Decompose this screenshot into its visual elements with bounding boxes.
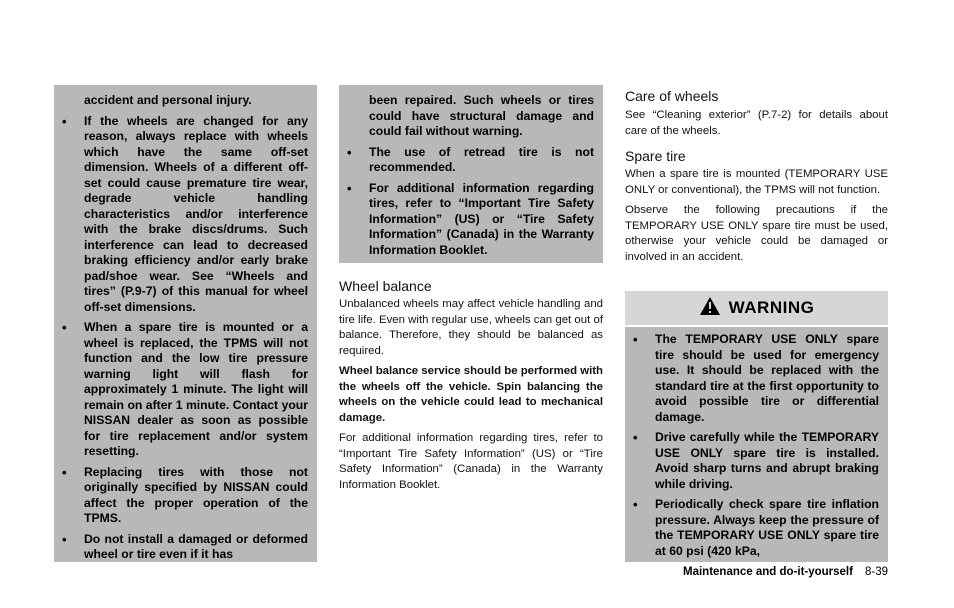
continued-text: accident and personal injury. xyxy=(84,93,252,107)
warning-continuation-box-col2 xyxy=(339,85,603,263)
list-item: • If the wheels are changed for any reason, always replace with wheels which have the same off-set dimension. Wheels of a different off-set could cause premature tire wear, degrade vehicle handling characteristics and/or interference with the brake discs/drums. Such interference can lead to decreased braking efficiency and/or early brake pad/shoe wear. See “Wheels and tires” (P.9-7) of this manual for wheel off-set dimensions. xyxy=(54,114,308,316)
list-item: • Do not install a damaged or deformed wheel or tire even if it has xyxy=(54,532,308,563)
list-item: • When a spare tire is mounted or a wheel is replaced, the TPMS will not function and the low tire pressure warning light will flash for approximately 1 minute. The light will remain on after 1 minute. Contact your NISSAN dealer as soon as possible for tire replacement and/or system resetting. xyxy=(54,320,308,460)
footer-section-title: Maintenance and do-it-yourself xyxy=(683,566,853,578)
paragraph-bold: Wheel balance service should be performed with the wheels off the vehicle. Spin balancing the wheels on the vehicle could lead to mechanical damage. xyxy=(339,365,603,424)
section-heading: Spare tire xyxy=(625,148,686,164)
list-item: • Periodically check spare tire inflation pressure. Always keep the pressure of the TEMPORARY USE ONLY spare tire at 60 psi (420 kPa, xyxy=(625,497,879,559)
list-item: • Drive carefully while the TEMPORARY USE ONLY spare tire is installed. Avoid sharp turns and abrupt braking while driving. xyxy=(625,430,879,492)
list-item: • Replacing tires with those not originally specified by NISSAN could affect the proper operation of the TPMS. xyxy=(54,465,308,527)
warning-box xyxy=(625,291,888,562)
warning-triangle-icon xyxy=(699,296,721,321)
warning-bullet-list xyxy=(54,114,308,563)
section-heading: Wheel balance xyxy=(339,278,432,294)
wheel-balance-section xyxy=(339,278,603,493)
care-of-wheels-section xyxy=(625,88,888,265)
paragraph: For additional information regarding tires, refer to “Important Tire Safety Information” (US) or “Tire Safety Information” (Canada) in the Warranty Information Booklet. xyxy=(339,432,603,491)
paragraph: When a spare tire is mounted (TEMPORARY USE ONLY or conventional), the TPMS will not function. xyxy=(625,168,888,196)
page-footer xyxy=(683,566,888,578)
paragraph: Unbalanced wheels may affect vehicle handling and tire life. Even with regular use, wheels can get out of balance. Therefore, they should be balanced as required. xyxy=(339,298,603,357)
paragraph: Observe the following precautions if the TEMPORARY USE ONLY spare tire must be used, otherwise your vehicle could be damaged or involved in an accident. xyxy=(625,204,888,263)
list-item: • For additional information regarding tires, refer to “Important Tire Safety Information” (US) or “Tire Safety Information” (Canada) in the Warranty Information Booklet. xyxy=(339,181,594,259)
warning-header xyxy=(625,291,888,327)
section-heading: Care of wheels xyxy=(625,88,719,104)
continued-text: been repaired. Such wheels or tires could have structural damage and could fail without warning. xyxy=(369,93,594,138)
warning-continuation-box-col1 xyxy=(54,85,317,562)
warning-title: WARNING xyxy=(728,298,815,317)
page-number: 8-39 xyxy=(864,566,888,578)
list-item: • The use of retread tire is not recommended. xyxy=(339,145,594,176)
paragraph: See “Cleaning exterior” (P.7-2) for details about care of the wheels. xyxy=(625,109,888,137)
warning-bullet-list xyxy=(625,332,888,559)
list-item: • The TEMPORARY USE ONLY spare tire should be used for emergency use. It should be replaced with the standard tire at the first opportunity to avoid possible tire or differential damage. xyxy=(625,332,879,425)
warning-bullet-list xyxy=(339,145,594,259)
